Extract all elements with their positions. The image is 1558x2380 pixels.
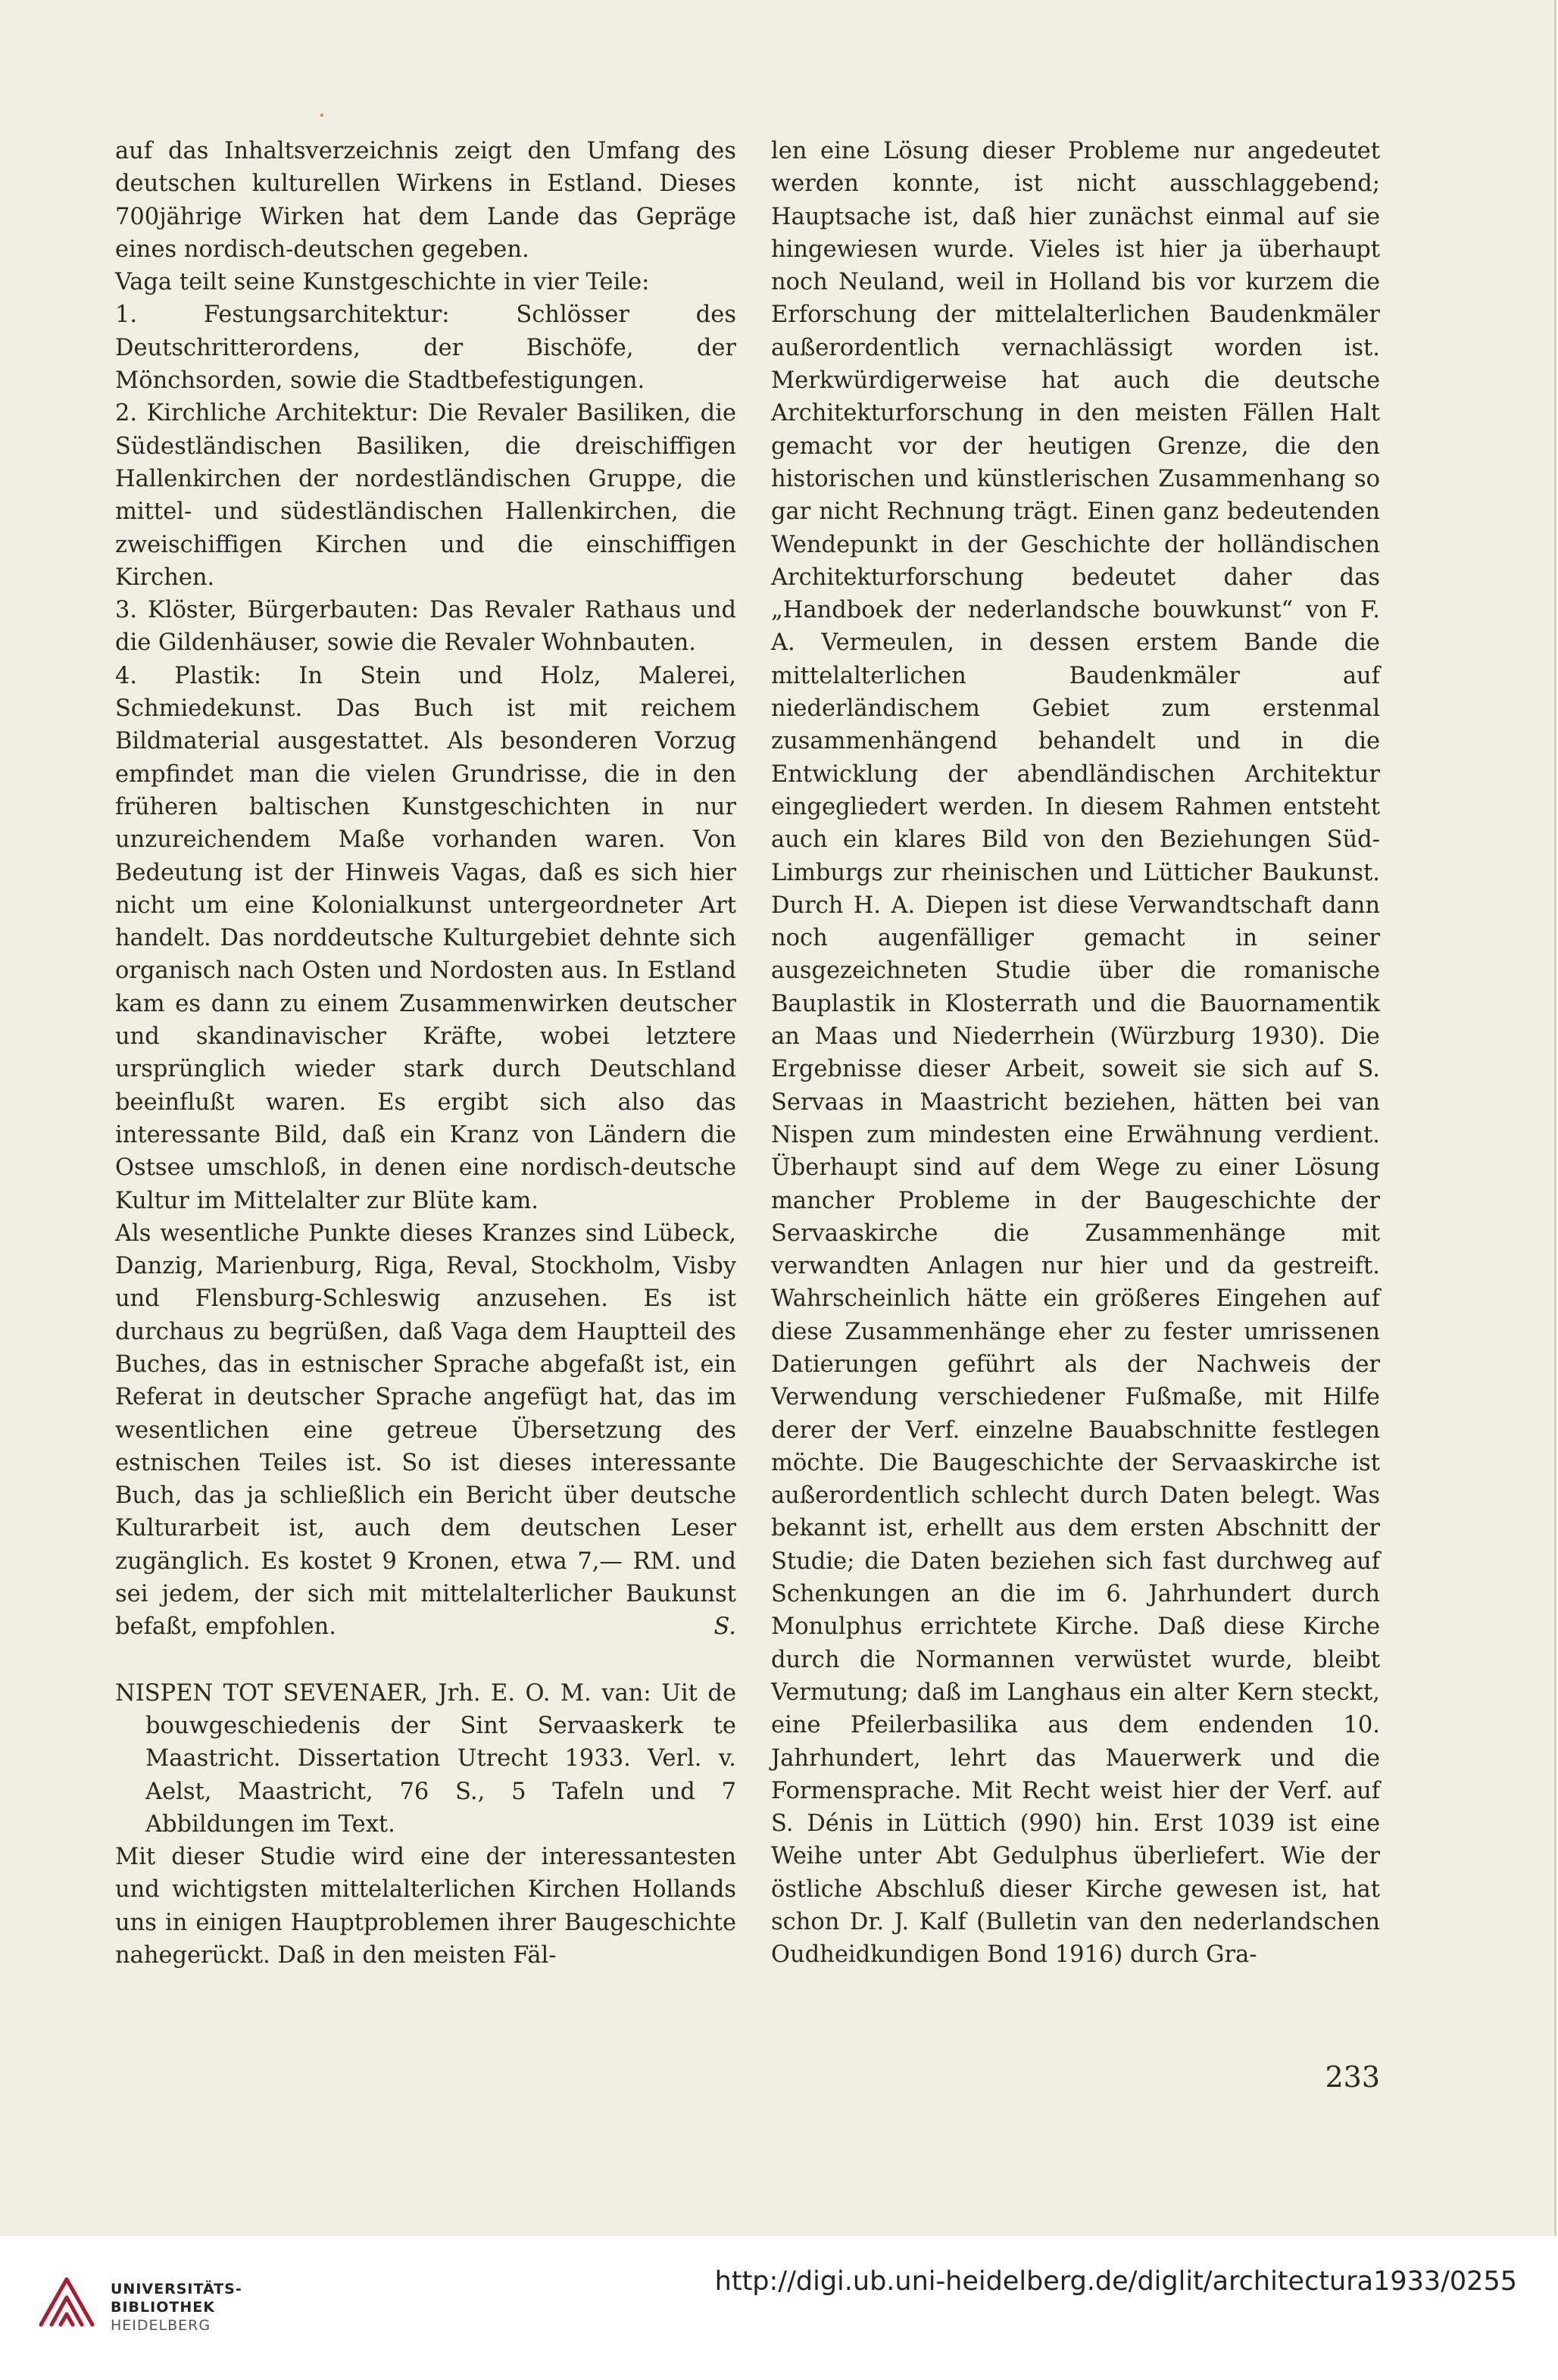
author-signature: S. <box>713 1613 736 1641</box>
paragraph: 2. Kirchliche Architektur: Die Revaler Basiliken, die Südestländischen Basiliken, die dreischiffigen Hallenkirchen der nordestländischen Gruppe, die mittel- und südestländischen Hallenkirchen, die zweischiffigen Kirchen und die einschiffigen Kirchen. <box>115 400 736 591</box>
library-line: UNIVERSITÄTS- <box>111 2281 242 2297</box>
library-line: BIBLIOTHEK <box>111 2299 215 2316</box>
paragraph: auf das Inhaltsverzeichnis zeigt den Umfang des deutschen kulturellen Wirkens in Estland. Dieses 700jährige Wirken hat dem Lande das Gepräge eines nordisch-deutschen gegeben. <box>115 138 736 263</box>
footer-bar <box>0 2236 1558 2380</box>
paragraph-with-signature <box>115 1217 736 1644</box>
library-line: HEIDELBERG <box>111 2317 211 2334</box>
permalink-url[interactable]: http://digi.ub.uni-heidelberg.de/diglit/architectura1933/0255 <box>714 2266 1517 2297</box>
paragraph: 1. Festungsarchitektur: Schlösser des Deutschritterordens, der Bischöfe, der Mönchsorden, sowie die Stadtbefestigungen. <box>115 301 736 395</box>
left-text-column <box>115 135 736 1972</box>
paragraph: Mit dieser Studie wird eine der interessantesten und wichtigsten mittelalterlichen Kirchen Hollands uns in einigen Hauptproblemen ihrer Baugeschichte nahegerückt. Daß in den meisten Fäl- <box>115 1844 736 1969</box>
right-text-column <box>771 135 1380 1972</box>
ub-heidelberg-logo-icon <box>33 2269 100 2335</box>
paragraph: len eine Lösung dieser Probleme nur angedeutet werden konnte, ist nicht ausschlaggebend; Hauptsache ist, daß hier zunächst einmal auf sie hingewiesen wurde. Vieles ist hier ja überhaupt noch Neuland, weil in Holland bis vor kurzem die Erforschung der mittelalterlichen Baudenkmäler außerordentlich vernachlässigt worden ist. Merkwürdigerweise hat auch die deutsche Architekturforschung in den meisten Fällen Halt gemacht vor der heutigen Grenze, die den historischen und künstlerischen Zusammenhang so gar nicht Rechnung trägt. Einen ganz bedeutenden Wendepunkt in der Geschichte der holländischen Architekturforschung bedeutet daher das „Handboek der nederlandsche bouwkunst“ von F. A. Vermeulen, in dessen erstem Bande die mittelalterlichen Baudenkmäler auf niederländischem Gebiet zum erstenmal zusammenhängend behandelt und in die Entwicklung der abendländischen Architektur eingegliedert werden. In diesem Rahmen entsteht auch ein klares Bild von den Beziehungen Süd-Limburgs zur rheinischen und Lütticher Baukunst. Durch H. A. Diepen ist diese Verwandtschaft dann noch augenfälliger gemacht in seiner ausgezeichneten Studie über die romanische Bauplastik in Klosterrath und die Bauornamentik an Maas und Niederrhein (Würzburg 1930). Die Ergebnisse dieser Arbeit, soweit sie sich auf S. Servaas in Maastricht beziehen, hätten bei van Nispen zum mindesten eine Erwähnung verdient. Überhaupt sind auf dem Wege zu einer Lösung mancher Probleme in der Baugeschichte der Servaaskirche die Zusammenhänge mit verwandten Anlagen nur hier und da gestreift. Wahrscheinlich hätte ein größeres Eingehen auf diese Zusammenhänge eher zu fester umrissenen Datierungen geführt als der Nachweis der Verwendung verschiedener Fußmaße, mit Hilfe derer der Verf. einzelne Bauabschnitte festlegen möchte. Die Baugeschichte der Servaaskirche ist außerordentlich schlecht durch Daten belegt. Was bekannt ist, erhellt aus dem ersten Abschnitt der Studie; die Daten beziehen sich fast durchweg auf Schenkungen an die im 6. Jahrhundert durch Monulphus errichtete Kirche. Daß diese Kirche durch die Normannen verwüstet wurde, bleibt Vermutung; daß im Langhaus ein alter Kern steckt, eine Pfeilerbasilika aus dem endenden 10. Jahrhundert, lehrt das Mauerwerk und die Formensprache. Mit Recht weist hier der Verf. auf S. Dénis in Lüttich (990) hin. Erst 1039 ist eine Weihe unter Abt Gedulphus überliefert. Wie der östliche Abschluß dieser Kirche gewesen ist, hat schon Dr. J. Kalf (Bulletin van den nederlandschen Oudheidkundigen Bond 1916) durch Gra- <box>771 138 1380 1969</box>
library-name <box>111 2280 242 2335</box>
page-number: 233 <box>1325 2060 1380 2094</box>
bibliographic-entry: NISPEN TOT SEVENAER, Jrh. E. O. M. van: Uit de bouwgeschiedenis der Sint Servaaskerk te Maastricht. Dissertation Utrecht 1933. Verl. v. Aelst, Maastricht, 76 S., 5 Tafeln und 7 Abbildungen im Text. <box>115 1679 736 1838</box>
ink-spot <box>320 114 323 117</box>
paragraph: Vaga teilt seine Kunstgeschichte in vier Teile: <box>115 269 650 296</box>
paragraph-text: Als wesentliche Punkte dieses Kranzes sind Lübeck, Danzig, Marienburg, Riga, Reval, Stockholm, Visby und Flensburg-Schleswig anzusehen. Es ist durchaus zu begrüßen, daß Vaga dem Hauptteil des Buches, das in estnischer Sprache abgefaßt ist, ein Referat in deutscher Sprache angefügt hat, das im wesentlichen eine getreue Übersetzung des estnischen Teiles ist. So ist dieses interessante Buch, das ja schließlich ein Bericht über deutsche Kulturarbeit ist, auch dem deutschen Leser zugänglich. Es kostet 9 Kronen, etwa 7,— RM. und sei jedem, der sich mit mittelalterlicher Baukunst befaßt, empfohlen. <box>115 1220 736 1641</box>
paragraph: 4. Plastik: In Stein und Holz, Malerei, Schmiedekunst. Das Buch ist mit reichem Bildmaterial ausgestattet. Als besonderen Vorzug empfindet man die vielen Grundrisse, die in den früheren baltischen Kunstgeschichten in nur unzureichendem Maße vorhanden waren. Von Bedeutung ist der Hinweis Vagas, daß es sich hier nicht um eine Kolonialkunst untergeordneter Art handelt. Das norddeutsche Kulturgebiet dehnte sich organisch nach Osten und Nordosten aus. In Estland kam es dann zu einem Zusammenwirken deutscher und skandinavischer Kräfte, wobei letztere ursprünglich wieder stark durch Deutschland beeinflußt waren. Es ergibt sich also das interessante Bild, daß ein Kranz von Ländern die Ostsee umschloß, in denen eine nordisch-deutsche Kultur im Mittelalter zur Blüte kam. <box>115 662 736 1214</box>
paragraph: 3. Klöster, Bürgerbauten: Das Revaler Rathaus und die Gildenhäuser, sowie die Revaler Wohnbauten. <box>115 597 736 657</box>
